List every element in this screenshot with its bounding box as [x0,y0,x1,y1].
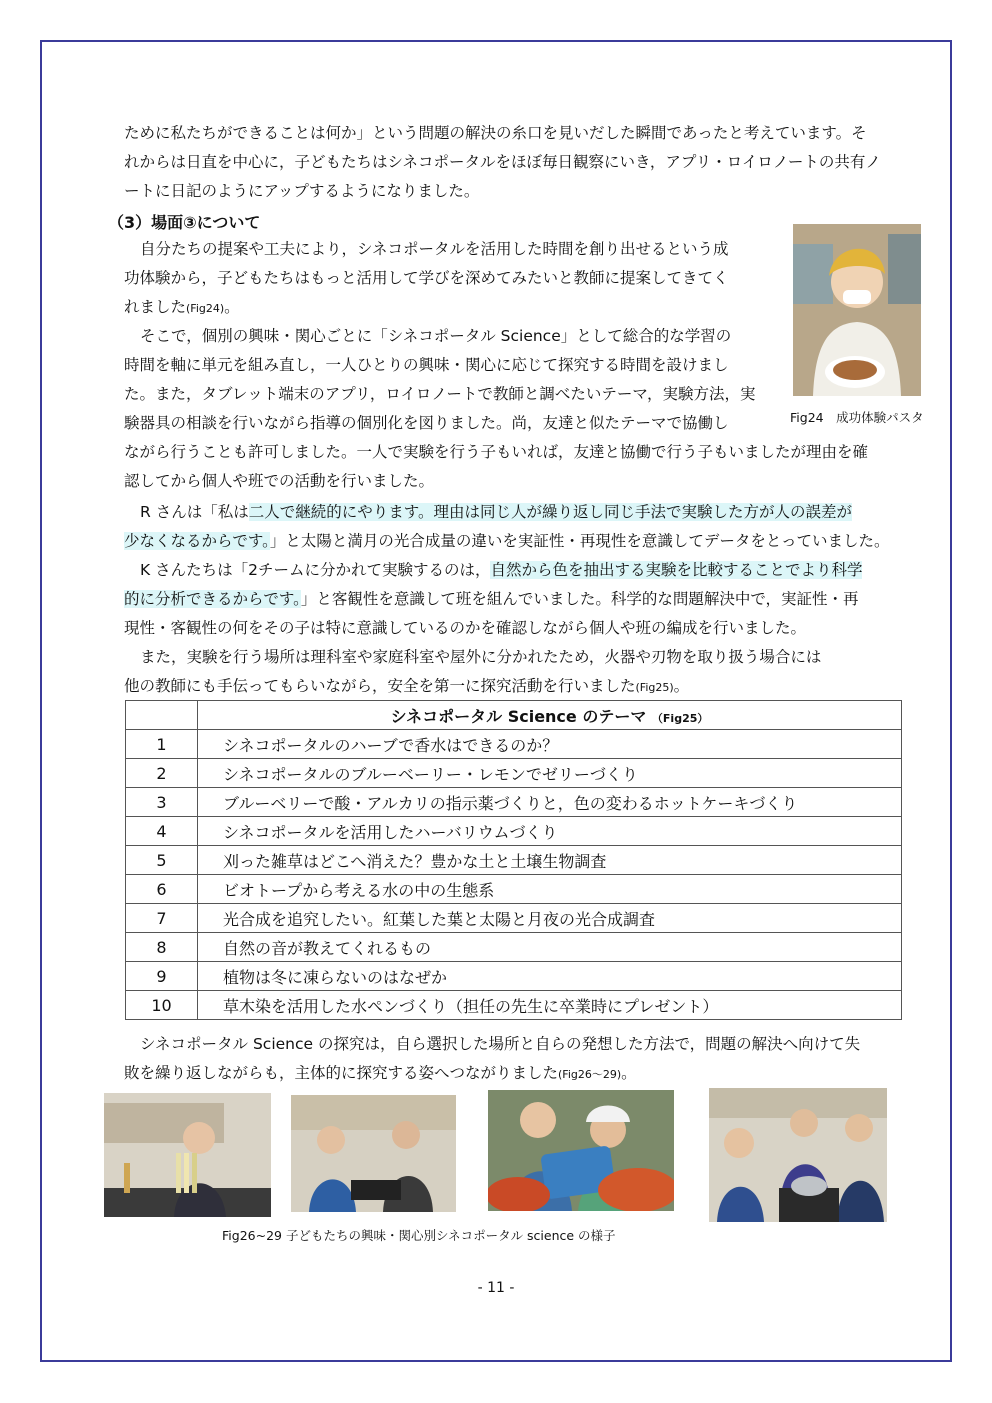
table-row [126,904,902,933]
intro-line-1: ために私たちができることは何か」という問題の解決の糸口を見いだした瞬間であったと考えています。そ [124,124,867,142]
p6-line-1: シネコポータル Science の探究は，自ら選択した場所と自らの発想した方法で，問題の解決へ向けて失 [140,1035,861,1053]
fig28-photo [488,1090,674,1211]
p2-line-2: 時間を軸に単元を組み直し，一人ひとりの興味・関心に応じて探究する時間を設けまし [124,356,729,374]
p3-line-1: R さんは「私は二人で継続的にやります。理由は同じ人が繰り返し同じ手法で実験した方が人の誤差が [140,503,852,521]
fig24-caption: Fig24 成功体験パスタ [790,410,924,425]
row-theme: シネコポータルのハーブで香水はできるのか？ [198,730,902,759]
table-header-title: シネコポータル Science のテーマ （Fig25） [198,701,902,730]
row-number: 5 [126,846,198,875]
p2-line-6: 認してから個人や班での活動を行いました。 [124,472,435,490]
row-number: 8 [126,933,198,962]
p1-line-3: れました(Fig24)。 [124,298,240,316]
row-theme: 植物は冬に凍らないのはなぜか [198,962,902,991]
table-row [126,759,902,788]
table-row [126,730,902,759]
table-row [126,788,902,817]
row-theme: 草木染を活用した水ペンづくり（担任の先生に卒業時にプレゼント） [198,991,902,1020]
row-theme: 自然の音が教えてくれるもの [198,933,902,962]
row-number: 3 [126,788,198,817]
p2-line-5: ながら行うことも許可しました。一人で実験を行う子もいれば，友達と協働で行う子もいましたが理由を確 [124,443,869,461]
p4-line-2: 的に分析できるからです。」と客観性を意識して班を組んでいました。科学的な問題解決中で，実証性・再 [124,590,859,608]
p4-line-3: 現性・客観性の何をその子は特に意識しているのかを確認しながら個人や班の編成を行いました。 [124,619,807,637]
fig26-29-caption: Fig26~29 子どもたちの興味・関心別シネコポータル science の様子 [222,1228,616,1243]
p1-line-1: 自分たちの提案や工夫により，シネコポータルを活用した時間を創り出せるという成 [140,240,729,258]
row-theme: ブルーベリーで酸・アルカリの指示薬づくりと，色の変わるホットケーキづくり [198,788,902,817]
row-number: 9 [126,962,198,991]
p4-highlight-2: 的に分析できるからです。 [124,590,301,608]
p4-highlight-1: 自然から色を抽出する実験を比較することでより科学 [490,561,863,579]
table-header-row [126,701,902,730]
p5-line-2: 他の教師にも手伝ってもらいながら，安全を第一に探究活動を行いました(Fig25)。 [124,677,690,695]
section-heading: （3）場面③について [108,213,261,232]
p3-line-2: 少なくなるからです。」と太陽と満月の光合成量の違いを実証性・再現性を意識してデータをとっていました。 [124,532,890,550]
intro-line-3: ートに日記のようにアップするようになりました。 [124,182,480,200]
fig27-photo [291,1095,456,1212]
theme-table [125,700,902,1020]
p4-line-1: K さんたちは「2チームに分かれて実験するのは，自然から色を抽出する実験を比較することでより科学 [140,561,863,579]
table-row [126,991,902,1020]
fig24-photo [793,224,921,396]
p3-highlight-2: 少なくなるからです。 [124,532,270,550]
row-number: 1 [126,730,198,759]
p6-line-2: 敗を繰り返しながらも，主体的に探究する姿へつながりました(Fig26～29)。 [124,1064,637,1082]
table-row [126,846,902,875]
row-number: 6 [126,875,198,904]
fig26-29-ref: (Fig26～29) [558,1068,622,1081]
row-number: 7 [126,904,198,933]
row-theme: シネコポータルを活用したハーバリウムづくり [198,817,902,846]
p2-line-3: た。また，タブレット端末のアプリ，ロイロノートで教師と調べたいテーマ，実験方法，実 [124,385,756,403]
row-theme: シネコポータルのブルーベーリー・レモンでゼリーづくり [198,759,902,788]
row-theme: 光合成を追究したい。紅葉した葉と太陽と月夜の光合成調査 [198,904,902,933]
row-number: 2 [126,759,198,788]
p3-highlight-1: 二人で継続的にやります。理由は同じ人が繰り返し同じ手法で実験した方が人の誤差が [248,503,852,521]
table-row [126,875,902,904]
p2-line-1: そこで，個別の興味・関心ごとに「シネコポータル Science」として総合的な学習の [140,327,732,345]
row-theme: ビオトープから考える水の中の生態系 [198,875,902,904]
row-theme: 刈った雑草はどこへ消えた？豊かな土と土壌生物調査 [198,846,902,875]
row-number: 10 [126,991,198,1020]
table-header-blank [126,701,198,730]
table-row [126,817,902,846]
p2-line-4: 験器具の相談を行いながら指導の個別化を図りました。尚，友達と似たテーマで協働し [124,414,729,432]
page-number: - 11 - [477,1280,515,1296]
fig24-ref: (Fig24) [186,302,225,315]
row-number: 4 [126,817,198,846]
table-row [126,933,902,962]
fig29-photo [709,1088,887,1222]
intro-line-2: れからは日直を中心に，子どもたちはシネコポータルをほぼ毎日観察にいき，アプリ・ロイロノートの共有ノ [124,153,881,171]
fig26-photo [104,1093,271,1217]
p5-line-1: また，実験を行う場所は理科室や家庭科室や屋外に分かれたため，火器や刃物を取り扱う場合には [140,648,822,666]
fig25-ref: (Fig25) [635,681,674,694]
table-row [126,962,902,991]
p1-line-2: 功体験から，子どもたちはもっと活用して学びを深めてみたいと教師に提案してきてく [124,269,729,287]
